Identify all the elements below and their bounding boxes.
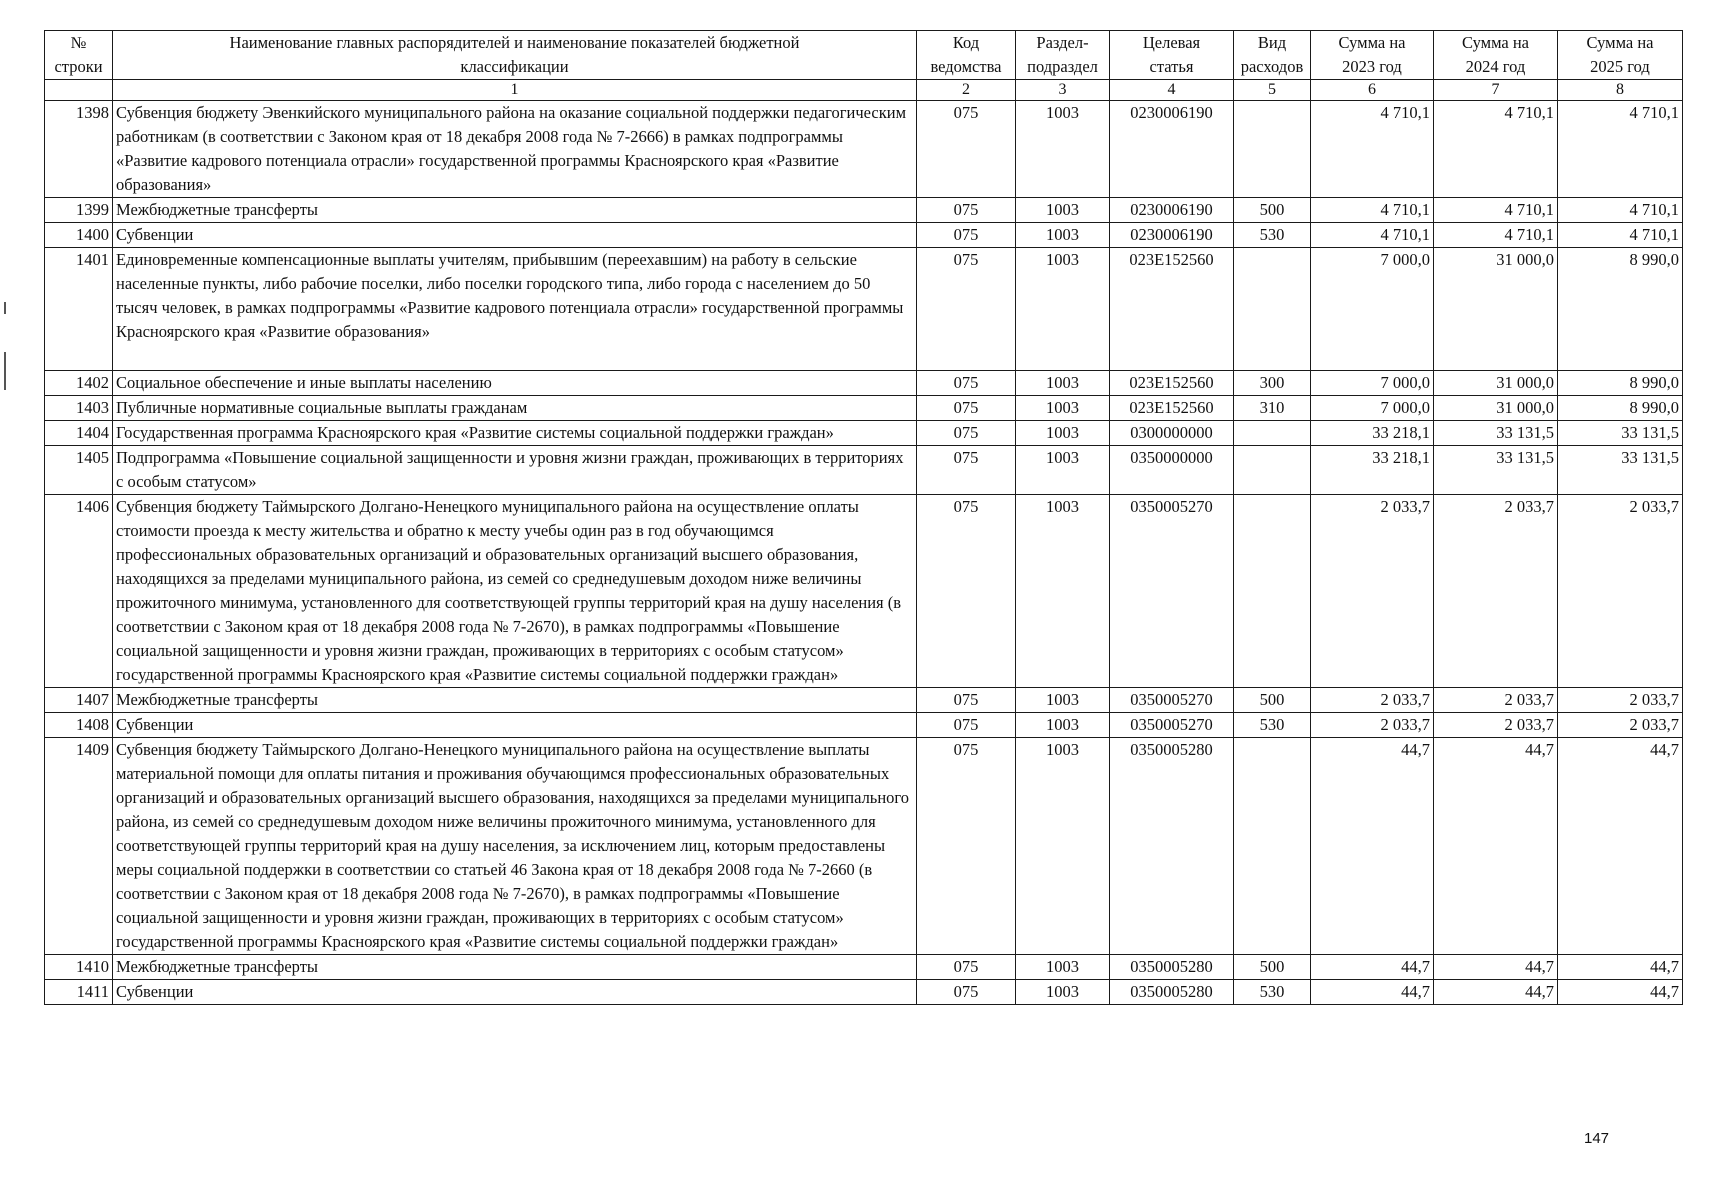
target-article-cell: 0350000000 [1110,446,1234,495]
name-cell: Межбюджетные трансферты [113,198,917,223]
target-article-cell: 0350005270 [1110,688,1234,713]
section-cell: 1003 [1016,248,1110,371]
sum-2025-cell: 44,7 [1558,955,1683,980]
table-row [45,738,1683,955]
sum-2024-cell: 31 000,0 [1434,371,1558,396]
expense-type-cell: 530 [1234,713,1311,738]
name-cell: Субвенции [113,980,917,1005]
column-number: 2 [917,80,1016,101]
row-number-cell: 1399 [45,198,113,223]
target-article-cell: 0300000000 [1110,421,1234,446]
col-header-section: Раздел- подраздел [1016,31,1110,80]
page-number: 147 [1584,1130,1610,1147]
target-article-cell: 023E152560 [1110,396,1234,421]
sum-2024-cell: 44,7 [1434,738,1558,955]
expense-type-cell: 530 [1234,223,1311,248]
sum-2024-cell: 44,7 [1434,980,1558,1005]
sum-2025-cell: 8 990,0 [1558,248,1683,371]
column-number: 3 [1016,80,1110,101]
dept-code-cell: 075 [917,396,1016,421]
row-number-cell: 1406 [45,495,113,688]
column-number: 1 [113,80,917,101]
sum-2024-cell: 4 710,1 [1434,198,1558,223]
column-number: 5 [1234,80,1311,101]
expense-type-cell [1234,101,1311,198]
expense-type-cell: 500 [1234,198,1311,223]
scan-mark-large [4,352,6,390]
dept-code-cell: 075 [917,495,1016,688]
sum-2023-cell: 44,7 [1311,955,1434,980]
section-cell: 1003 [1016,955,1110,980]
section-cell: 1003 [1016,980,1110,1005]
table-row [45,495,1683,688]
target-article-cell: 0350005270 [1110,495,1234,688]
column-number: 4 [1110,80,1234,101]
sum-2023-cell: 4 710,1 [1311,101,1434,198]
column-number-blank [45,80,113,101]
target-article-cell: 0350005270 [1110,713,1234,738]
section-cell: 1003 [1016,738,1110,955]
table-row [45,248,1683,371]
col-header-name: Наименование главных распорядителей и наименование показателей бюджетной классификации [113,31,917,80]
sum-2023-cell: 7 000,0 [1311,396,1434,421]
sum-2025-cell: 33 131,5 [1558,446,1683,495]
name-cell: Единовременные компенсационные выплаты учителям, прибывшим (переехавшим) на работу в сельские населенные пункты, либо рабочие поселки, либо поселки городского типа, либо города с населением до 50 тысяч человек, в рамках подпрограммы «Развитие кадрового потенциала отрасли» государственной программы Красноярского края «Развитие образования» [113,248,917,371]
target-article-cell: 0350005280 [1110,980,1234,1005]
section-cell: 1003 [1016,396,1110,421]
sum-2023-cell: 4 710,1 [1311,198,1434,223]
target-article-cell: 023E152560 [1110,248,1234,371]
row-number-cell: 1402 [45,371,113,396]
section-cell: 1003 [1016,446,1110,495]
sum-2024-cell: 2 033,7 [1434,495,1558,688]
sum-2023-cell: 2 033,7 [1311,688,1434,713]
expense-type-cell [1234,446,1311,495]
name-cell: Субвенции [113,223,917,248]
table-row [45,421,1683,446]
section-cell: 1003 [1016,713,1110,738]
sum-2024-cell: 4 710,1 [1434,101,1558,198]
section-cell: 1003 [1016,495,1110,688]
sum-2023-cell: 7 000,0 [1311,371,1434,396]
sum-2024-cell: 44,7 [1434,955,1558,980]
sum-2025-cell: 44,7 [1558,738,1683,955]
dept-code-cell: 075 [917,223,1016,248]
target-article-cell: 0350005280 [1110,955,1234,980]
section-cell: 1003 [1016,198,1110,223]
dept-code-cell: 075 [917,713,1016,738]
dept-code-cell: 075 [917,248,1016,371]
expense-type-cell: 500 [1234,955,1311,980]
target-article-cell: 0350005280 [1110,738,1234,955]
row-number-cell: 1405 [45,446,113,495]
row-number-cell: 1408 [45,713,113,738]
sum-2025-cell: 44,7 [1558,980,1683,1005]
sum-2023-cell: 44,7 [1311,738,1434,955]
name-cell: Публичные нормативные социальные выплаты гражданам [113,396,917,421]
row-number-cell: 1403 [45,396,113,421]
expense-type-cell: 500 [1234,688,1311,713]
row-number-cell: 1401 [45,248,113,371]
col-header-dept-code: Код ведомства [917,31,1016,80]
sum-2025-cell: 8 990,0 [1558,371,1683,396]
name-cell: Межбюджетные трансферты [113,688,917,713]
sum-2025-cell: 8 990,0 [1558,396,1683,421]
target-article-cell: 0230006190 [1110,198,1234,223]
expense-type-cell: 300 [1234,371,1311,396]
col-header-row-number: № строки [45,31,113,80]
table-row [45,223,1683,248]
sum-2023-cell: 44,7 [1311,980,1434,1005]
name-cell: Подпрограмма «Повышение социальной защищенности и уровня жизни граждан, проживающих в территориях с особым статусом» [113,446,917,495]
row-number-cell: 1404 [45,421,113,446]
table-row [45,371,1683,396]
sum-2024-cell: 2 033,7 [1434,713,1558,738]
dept-code-cell: 075 [917,421,1016,446]
name-cell: Социальное обеспечение и иные выплаты населению [113,371,917,396]
dept-code-cell: 075 [917,198,1016,223]
expense-type-cell: 530 [1234,980,1311,1005]
name-cell: Субвенции [113,713,917,738]
sum-2025-cell: 4 710,1 [1558,198,1683,223]
sum-2024-cell: 33 131,5 [1434,446,1558,495]
table-row [45,955,1683,980]
sum-2023-cell: 4 710,1 [1311,223,1434,248]
sum-2025-cell: 2 033,7 [1558,688,1683,713]
row-number-cell: 1407 [45,688,113,713]
col-header-sum-2023: Сумма на 2023 год [1311,31,1434,80]
table-body [45,101,1683,1005]
dept-code-cell: 075 [917,446,1016,495]
section-cell: 1003 [1016,371,1110,396]
expense-type-cell [1234,738,1311,955]
name-cell: Субвенция бюджету Эвенкийского муниципального района на оказание социальной поддержки педагогическим работникам (в соответствии с Законом края от 18 декабря 2008 года № 7-2666) в рамках подпрограммы «Развитие кадрового потенциала отрасли» государственной программы Красноярского края «Развитие образования» [113,101,917,198]
col-header-sum-2025: Сумма на 2025 год [1558,31,1683,80]
scan-mark-small [4,302,6,314]
column-number: 6 [1311,80,1434,101]
col-header-expense-type: Вид расходов [1234,31,1311,80]
sum-2025-cell: 2 033,7 [1558,495,1683,688]
section-cell: 1003 [1016,688,1110,713]
row-number-cell: 1400 [45,223,113,248]
name-cell: Государственная программа Красноярского края «Развитие системы социальной поддержки граждан» [113,421,917,446]
sum-2024-cell: 2 033,7 [1434,688,1558,713]
col-header-target-article: Целевая статья [1110,31,1234,80]
sum-2024-cell: 31 000,0 [1434,248,1558,371]
expense-type-cell [1234,248,1311,371]
sum-2023-cell: 33 218,1 [1311,421,1434,446]
table-row [45,713,1683,738]
target-article-cell: 0230006190 [1110,223,1234,248]
sum-2025-cell: 4 710,1 [1558,223,1683,248]
header-row [45,31,1683,80]
row-number-cell: 1411 [45,980,113,1005]
dept-code-cell: 075 [917,738,1016,955]
table-row [45,688,1683,713]
section-cell: 1003 [1016,421,1110,446]
row-number-cell: 1398 [45,101,113,198]
sum-2025-cell: 4 710,1 [1558,101,1683,198]
dept-code-cell: 075 [917,955,1016,980]
section-cell: 1003 [1016,101,1110,198]
sum-2023-cell: 2 033,7 [1311,713,1434,738]
target-article-cell: 023E152560 [1110,371,1234,396]
target-article-cell: 0230006190 [1110,101,1234,198]
dept-code-cell: 075 [917,371,1016,396]
row-number-cell: 1409 [45,738,113,955]
expense-type-cell [1234,421,1311,446]
sum-2024-cell: 33 131,5 [1434,421,1558,446]
sum-2023-cell: 33 218,1 [1311,446,1434,495]
dept-code-cell: 075 [917,980,1016,1005]
sum-2025-cell: 2 033,7 [1558,713,1683,738]
row-number-cell: 1410 [45,955,113,980]
table-row [45,446,1683,495]
budget-table [44,30,1683,1005]
name-cell: Межбюджетные трансферты [113,955,917,980]
table-row [45,980,1683,1005]
dept-code-cell: 075 [917,688,1016,713]
table-row [45,101,1683,198]
section-cell: 1003 [1016,223,1110,248]
column-number-row [45,80,1683,101]
expense-type-cell: 310 [1234,396,1311,421]
sum-2025-cell: 33 131,5 [1558,421,1683,446]
column-number: 7 [1434,80,1558,101]
sum-2024-cell: 31 000,0 [1434,396,1558,421]
name-cell: Субвенция бюджету Таймырского Долгано-Ненецкого муниципального района на осуществление оплаты стоимости проезда к месту жительства и обратно к месту учебы один раз в год обучающимся профессиональных образовательных организаций и образовательных организаций высшего образования, находящихся за пределами муниципального района, из семей со среднедушевым доходом ниже величины прожиточного минимума, установленного для соответствующей группы территорий края на душу населения (в соответствии с Законом края от 18 декабря 2008 года № 7-2670), в рамках подпрограммы «Повышение социальной защищенности и уровня жизни граждан, проживающих в территориях с особым статусом» государственной программы Красноярского края «Развитие системы социальной поддержки граждан» [113,495,917,688]
col-header-sum-2024: Сумма на 2024 год [1434,31,1558,80]
sum-2024-cell: 4 710,1 [1434,223,1558,248]
column-number: 8 [1558,80,1683,101]
sum-2023-cell: 7 000,0 [1311,248,1434,371]
table-row [45,396,1683,421]
sum-2023-cell: 2 033,7 [1311,495,1434,688]
name-cell: Субвенция бюджету Таймырского Долгано-Ненецкого муниципального района на осуществление выплаты материальной помощи для оплаты питания и проживания обучающимся профессиональных образовательных организаций и образовательных организаций высшего образования, находящихся за пределами муниципального района, из семей со среднедушевым доходом ниже величины прожиточного минимума, установленного для соответствующей группы территорий края на душу населения, за исключением лиц, которым предоставлены меры социальной поддержки в соответствии со статьей 46 Закона края от 18 декабря 2008 года № 7-2660 (в соответствии с Законом края от 18 декабря 2008 года № 7-2670), в рамках подпрограммы «Повышение социальной защищенности и уровня жизни граждан, проживающих в территориях с особым статусом» государственной программы Красноярского края «Развитие системы социальной поддержки граждан» [113,738,917,955]
expense-type-cell [1234,495,1311,688]
dept-code-cell: 075 [917,101,1016,198]
table-row [45,198,1683,223]
